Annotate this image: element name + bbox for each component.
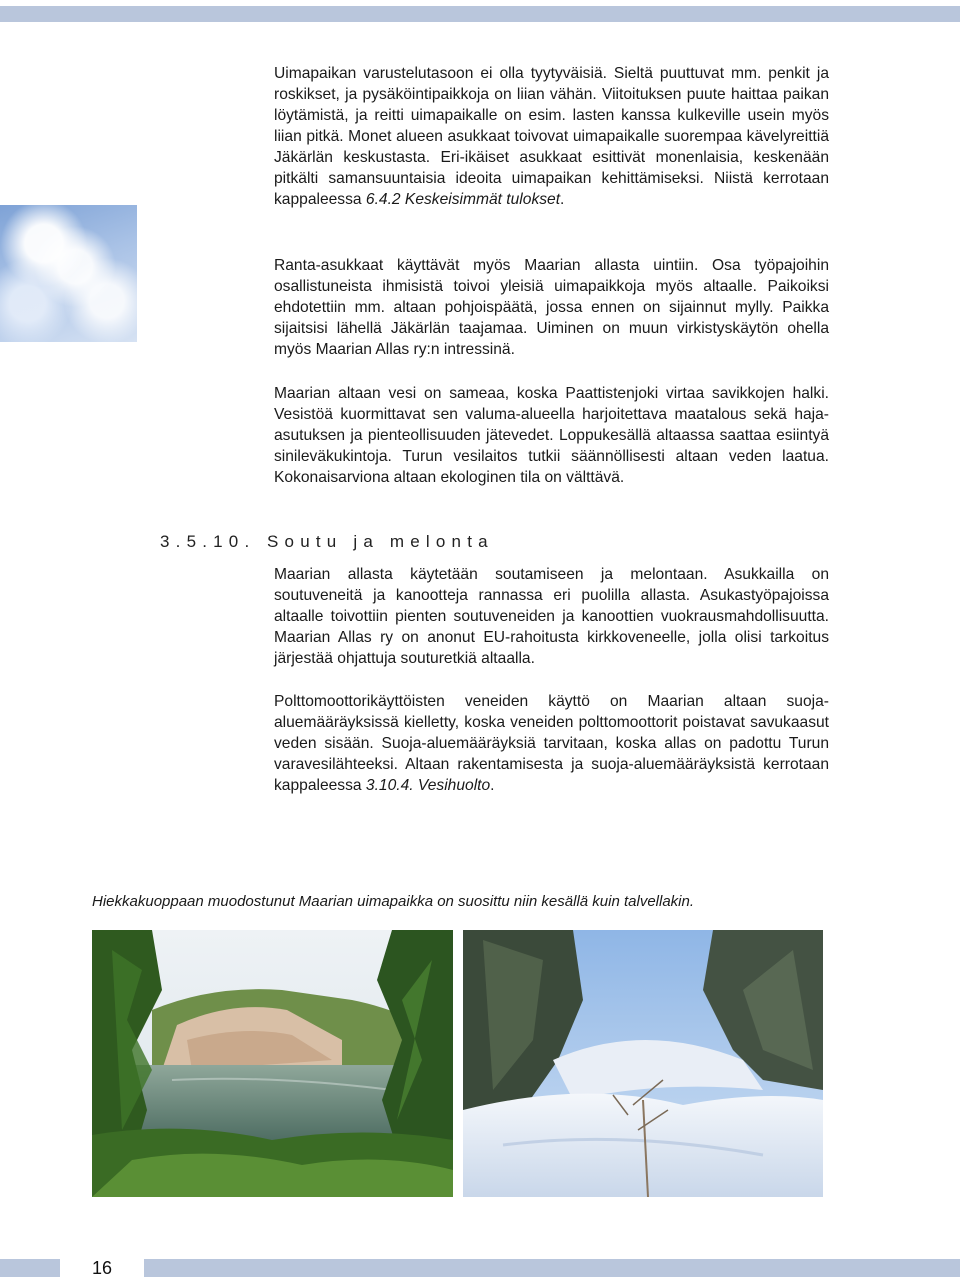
section-heading [160,532,494,552]
sky-cloud-image [0,205,137,342]
paragraph-rowing [274,564,829,669]
paragraph-text: Maarian altaan vesi on sameaa, koska Paattistenjoki virtaa savikkojen halki. Vesistöä kuormittavat sen valuma-alueella harjoitettava maatalous sekä haja-asutuksen ja pienteollisuuden jätevedet. Loppukesällä altaassa saattaa esiintyä sinileväkukintoja. Turun vesilaitos tutkii säännöllisesti altaan veden laatua. Kokonaisarviona altaan ekologinen tila on välttävä. [274,385,829,486]
paragraph-end: . [560,191,565,208]
section-title: Soutu ja melonta [267,532,494,551]
paragraph-text: Polttomoottorikäyttöisten veneiden käyttö on Maarian altaan suoja-aluemääräyksissä kielletty, koska veneiden polttomoottorit poistavat savukaasut veden sisään. Suoja-aluemääräyksiä tarvitaan, koska allas on padottu Turun varavesilähteeksi. Altaan rakentamisesta ja suoja-aluemääräyksistä kerrotaan kappaleessa [274,693,829,794]
section-number: 3.5.10. [160,532,256,551]
top-decorative-band [0,6,960,22]
paragraph-end: . [490,777,495,794]
page-number: 16 [60,1255,144,1279]
summer-lake-photo [92,930,453,1197]
paragraph-facilities [274,63,829,210]
paragraph-text: Uimapaikan varustelutasoon ei olla tyytyväisiä. Sieltä puuttuvat mm. penkit ja roskikset, ja pysäköintipaikkoja on liian vähän. Viitoituksen puute haittaa paikan löytämistä, ja reitti uimapaikalle on esim. lasten kanssa kulkeville usein myös liian pitkä. Monet alueen asukkaat toivovat uimapaikalle suorempaa kävelyreittiä Jäkärlän keskustasta. Eri-ikäiset asukkaat esittivät monenlaisia, keskenään pitkälti samansuuntaisia ideoita uimapaikan kehittämiseksi. Niistä kerrotaan kappaleessa [274,65,829,208]
paragraph-water-quality [274,383,829,488]
paragraph-text: Maarian allasta käytetään soutamiseen ja melontaan. Asukkailla on soutuveneitä ja kanootteja rannassa eri puolilla allasta. Asukastyöpajoissa altaalle toivottiin pienten soutuveneiden ja kanoottien vuokrausmahdollisuutta. Maarian Allas ry on anonut EU-rahoitusta kirkkoveneelle, jolla olisi tarkoitus järjestää ohjattuja souturetkiä altaalla. [274,566,829,667]
winter-lake-photo [463,930,823,1197]
section-reference: 6.4.2 Keskeisimmät tulokset [365,191,561,208]
section-reference: 3.10.4. Vesihuolto [365,777,491,794]
bottom-decorative-band [0,1259,960,1277]
paragraph-residents-swimming [274,255,829,360]
paragraph-motorboats [274,691,829,796]
photo-caption: Hiekkakuoppaan muodostunut Maarian uimapaikka on suosittu niin kesällä kuin talvellakin. [92,893,695,910]
paragraph-text: Ranta-asukkaat käyttävät myös Maarian allasta uintiin. Osa työpajoihin osallistuneista ihmisistä toivoi yleisiä uimapaikkoja myös altaalle. Paikoiksi ehdotettiin mm. altaan pohjoispäätä, jossa ennen on sijainnut mylly. Paikka sijaitsisi lähellä Jäkärlän taajamaa. Uiminen on muun virkistyskäytön ohella myös Maarian Allas ry:n intressinä. [274,257,829,358]
